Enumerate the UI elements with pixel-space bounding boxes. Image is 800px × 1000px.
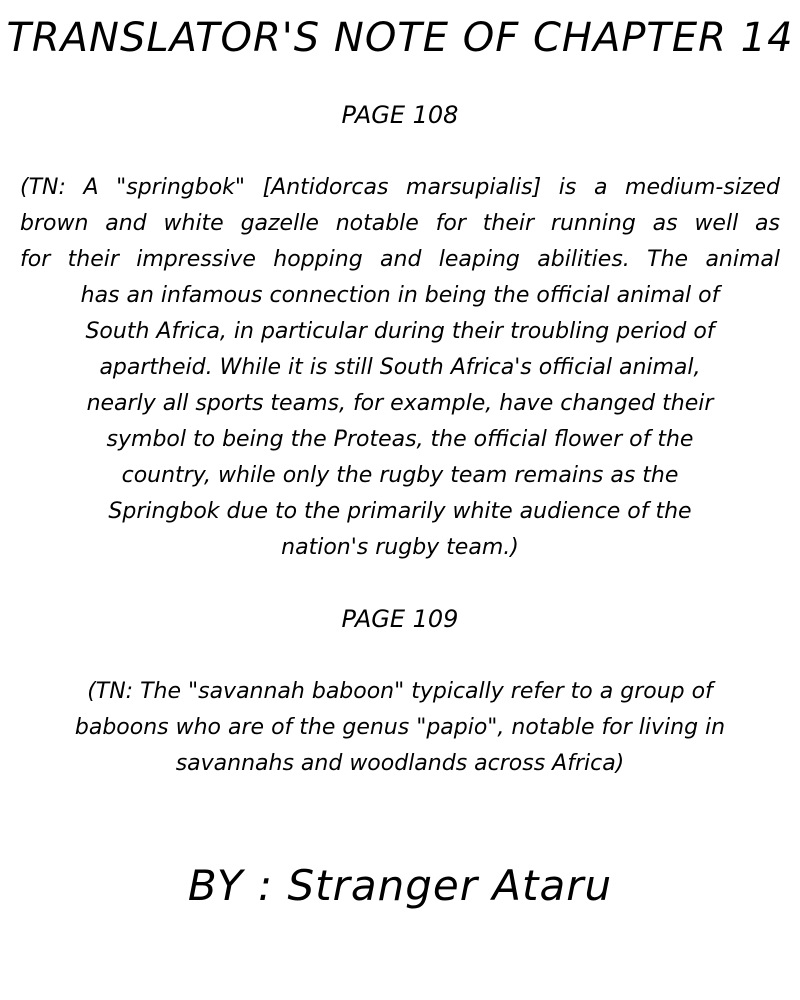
note-line: baboons who are of the genus "papio", notable for living in <box>74 715 726 740</box>
note-line: has an infamous connection in being the official animal of <box>80 283 720 308</box>
note-line: brown and white gazelle notable for their running as well as <box>20 211 780 236</box>
translator-credit: BY : Stranger Ataru <box>187 861 613 910</box>
note-line: nation's rugby team.) <box>281 535 519 560</box>
note-line: symbol to being the Proteas, the official flower of the <box>106 427 694 452</box>
note-line: Springbok due to the primarily white audience of the <box>108 499 692 524</box>
note-line: country, while only the rugby team remains as the <box>121 463 679 488</box>
note-line: apartheid. While it is still South Africa's official animal, <box>99 355 701 380</box>
note-line: for their impressive hopping and leaping abilities. The animal <box>20 247 780 272</box>
note-savannah-baboon <box>20 674 780 782</box>
page-title: TRANSLATOR'S NOTE OF CHAPTER 14 <box>6 15 794 61</box>
note-line: nearly all sports teams, for example, have changed their <box>86 391 714 416</box>
note-line: savannahs and woodlands across Africa) <box>175 751 625 776</box>
note-line: South Africa, in particular during their troubling period of <box>85 319 715 344</box>
page-label-108: PAGE 108 <box>341 101 459 129</box>
note-springbok <box>20 170 780 566</box>
page-label-109: PAGE 109 <box>341 605 459 633</box>
note-line: (TN: The "savannah baboon" typically refer to a group of <box>87 679 713 704</box>
note-line: (TN: A "springbok" [Antidorcas marsupialis] is a medium-sized <box>20 175 780 200</box>
